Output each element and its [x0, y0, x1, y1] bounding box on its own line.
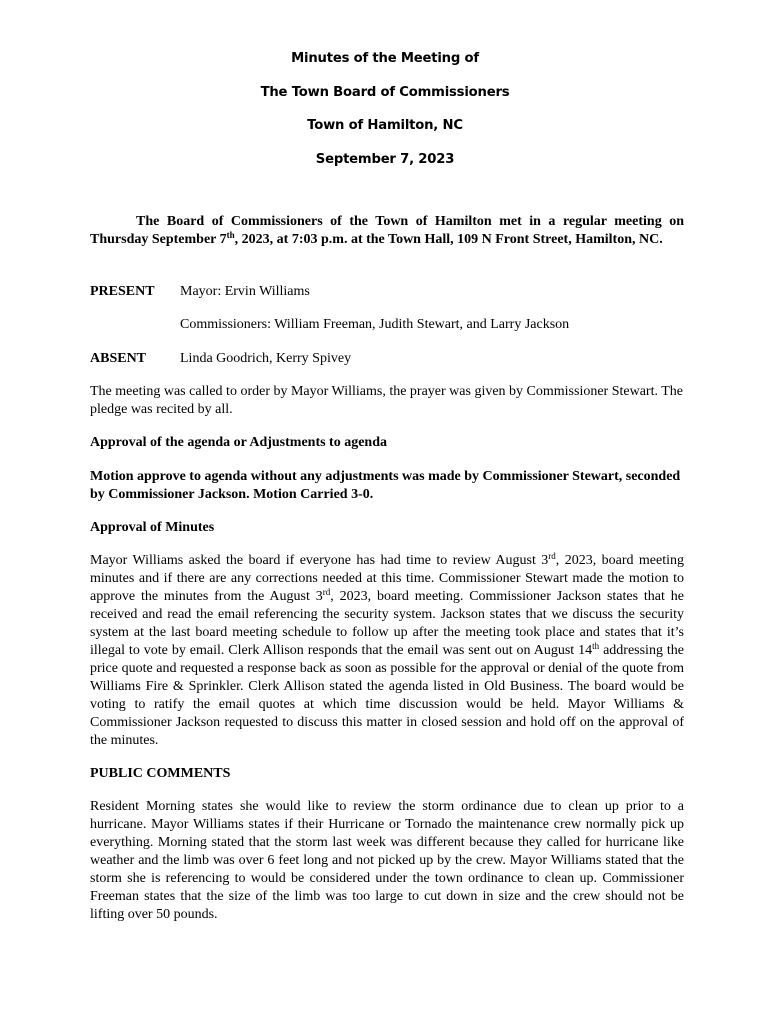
minutes-sup-3: th [592, 641, 600, 651]
title-line-2: The Town Board of Commissioners [260, 84, 510, 100]
public-comments-heading: PUBLIC COMMENTS [90, 766, 231, 781]
minutes-sup-1: rd [548, 551, 556, 561]
title-line-3: Town of Hamilton, NC [307, 118, 463, 133]
commissioners-text: Commissioners: William Freeman, Judith Stewart, and Larry Jackson [180, 317, 570, 332]
absent-text: Linda Goodrich, Kerry Spivey [180, 351, 352, 366]
minutes-text-4: addressing the price quote and requested a response back as soon as possible for the approval or denial of the quote from Williams Fire & Sprinkler. Clerk Allison stated the agenda listed in Old Business. The board would be voting to ratify the email quotes at which time discussion would be held. Mayor Williams & Commissioner Jackson requested to discuss this matter in closed session and hold off on the approval of the minutes. [90, 643, 684, 748]
public-comments-paragraph: Resident Morning states she would like to review the storm ordinance due to clean up prior to a hurricane. Mayor Williams states if their Hurricane or Tornado the maintenance crew normally pick up everything. Morning stated that the storm last week was different because they called for hurricane like weather and the limb was over 6 feet long and not picked up by the crew. Mayor Williams stated that the storm she is referencing to would be considered under the town ordinance to clean up. Commissioner Freeman states that the size of the limb was too large to cut down in size and the crew should not be lifting over 50 pounds. [90, 799, 684, 922]
mayor-text: Mayor: Ervin Williams [180, 284, 310, 299]
intro-superscript: th [226, 230, 235, 240]
agenda-motion: Motion approve to agenda without any adjustments was made by Commissioner Stewart, seconded by Commissioner Jackson. Motion Carried 3-0. [90, 469, 681, 502]
document-title [0, 48, 770, 182]
minutes-heading: Approval of Minutes [90, 520, 215, 535]
minutes-paragraph [90, 552, 684, 750]
absent-label: ABSENT [90, 351, 147, 366]
title-line-1: Minutes of the Meeting of [291, 51, 479, 66]
minutes-text-2: , 2023, board meeting minutes and if there are any corrections needed at this time. Commissioner Stewart made the motion to approve the minutes from the August 3 [90, 553, 684, 604]
minutes-sup-2: rd [322, 587, 331, 597]
intro-paragraph [90, 213, 684, 249]
call-to-order-paragraph: The meeting was called to order by Mayor Williams, the prayer was given by Commissioner Stewart. The pledge was recited by all. [90, 384, 683, 417]
minutes-text-1: Mayor Williams asked the board if everyone has had time to review August 3 [90, 553, 549, 568]
present-label: PRESENT [90, 284, 155, 299]
agenda-heading: Approval of the agenda or Adjustments to agenda [90, 435, 388, 450]
intro-text-2: , 2023, at 7:03 p.m. at the Town Hall, 109 N Front Street, Hamilton, NC. [234, 232, 663, 247]
minutes-text-3: , 2023, board meeting. Commissioner Jackson states that he received and read the email referencing the security system. Jackson states that we discuss the security system at the last board meeting schedule to follow up after the meeting took place and states that it’s illegal to vote by email. Clerk Allison responds that the email was sent out on August 14 [90, 589, 684, 658]
intro-text-1: The Board of Commissioners of the Town of Hamilton met in a regular meeting on Thursday September 7 [90, 214, 684, 247]
title-line-4: September 7, 2023 [315, 151, 455, 167]
